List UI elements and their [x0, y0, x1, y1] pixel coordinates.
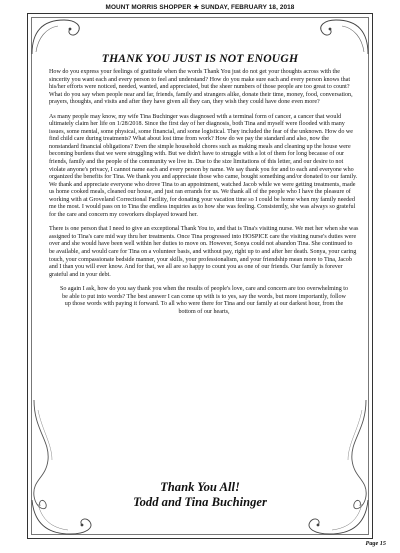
article-body	[49, 69, 359, 323]
page-number: Page 15	[365, 540, 386, 547]
top-right-flourish-icon	[310, 16, 370, 56]
paragraph-intro: How do you express your feelings of gratitude when the words Thank You just do not get your thoughts across with the sincerity you want each and every person to feel and understand? How do you make sure each and every person knows that his/her efforts were noticed, needed, wanted, and appreciated, but the sheer numbers of those people are too great to count? What do you say when people near and far, friends, family and strangers alike, donate their time, money, food, conversation, prayers, thoughts, and visits and after they have given all they can, they wish they could have done even more?	[49, 69, 353, 106]
signoff-names: Todd and Tina Buchinger	[133, 495, 267, 509]
paragraph-diagnosis: As many people may know, my wife Tina Buchinger was diagnosed with a terminal form of cancer, a cancer that would ultimately claim her life on 1/28/2018. Since the first day of her diagnosis, both Tina and myself were flooded with many issues, some mental, some physical, some financial, and some logistical. They included the fear of the unknown. How do we find child care during treatments? What about lost time from work? How do we pay the standard and also, now the nonstandard financial obligations? Even the simple household chores such as making meals and cleaning up the house were becoming burdens that we were struggling with. But we didn't have to struggle with a lot of them for long because of our friends, family and the people of the community we live in. Due to the size limitations of this letter, and our desire to not violate anyone's privacy, I cannot name each and every person by name. We say thank you for and to each and everyone who organized the benefits for Tina. We thank you and appreciate those who came, bought something and/or donated to our family. We thank and appreciate everyone who drove Tina to an appointment, watched Jacob while we were getting treatments, made us home cooked meals, cleaned our house, and just ran errands for us. We thank all of the people who I have the pleasure of working with at Groveland Correctional Facility, for donating your vacation time so I could be home when my family needed me the most. I would pass on to Tina the endless inquiries as to how she was feeling. Consistently, she was always so grateful for the care and concern my coworkers displayed toward her.	[49, 113, 358, 218]
paragraph-nurse: There is one person that I need to give an exceptional Thank You to, and that is Tina's visiting nurse. We met her when she was assigned to Tina's care mid way thru her treatments. Once Tina progressed into HOSPICE care the visiting nurse's duties were over and she would have been well within her duties to move on. However, Sonya could not abandon Tina. She continued to be available, and would care for Tina on a volunteer basis, and without pay, right up to and after her death. Sonya, your caring touch, your compassionate bedside manner, your skills, your professionalism, and your friendship mean more to Tina, Jacob and I than you will ever know. And for that, we all are so happy to count you as one of our friends. Our family is forever grateful and in your debt.	[49, 226, 359, 278]
top-left-flourish-icon	[30, 16, 90, 56]
paragraph-closing: So again I ask, how do you say thank you when the results of people's love, care and concern are too overwhelming to be able to put into words? The best answer I can come up with is to yes, say the words, but more importantly, follow up those words with paying it forward. To all who were there for Tina and our family at our darkest hour, from the bottom of our hearts,	[59, 286, 349, 315]
masthead: MOUNT MORRIS SHOPPER ★ SUNDAY, FEBRUARY 18, 2018	[105, 4, 295, 11]
signoff-thanks: Thank You All!	[160, 480, 240, 494]
article-title: THANK YOU JUST IS NOT ENOUGH	[101, 52, 299, 65]
